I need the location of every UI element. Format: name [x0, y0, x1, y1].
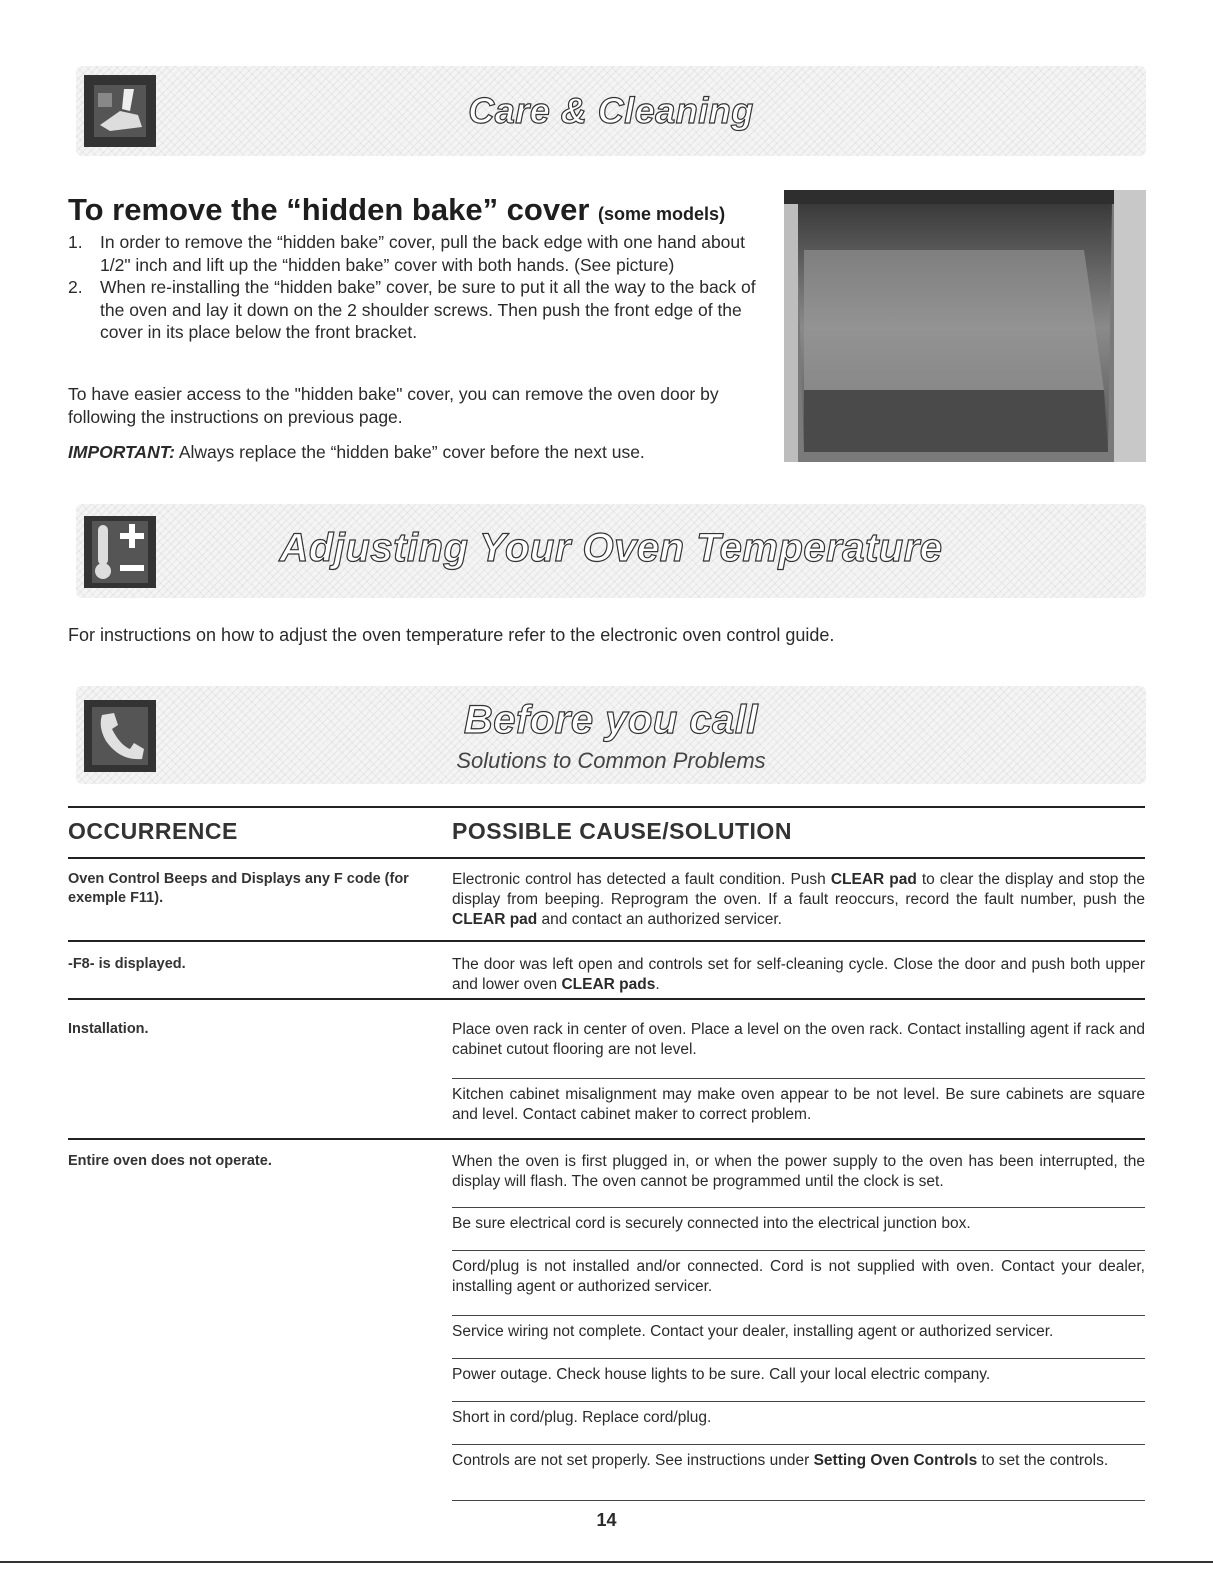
- before-you-call-banner: [76, 686, 1146, 784]
- cause-setting-controls: [452, 1451, 1145, 1471]
- sub-rule: [452, 1358, 1145, 1359]
- step-text: When re-installing the “hidden bake” cover, be sure to put it all the way to the back of the oven and lay it down on the 2 shoulder screws. Then push the front edge of the cover in its place below the front bracket.: [100, 277, 756, 342]
- hidden-bake-heading-text: To remove the “hidden bake” cover: [68, 192, 590, 227]
- important-text: Always replace the “hidden bake” cover before the next use.: [174, 442, 645, 462]
- clear-pads-label: CLEAR pads: [561, 976, 656, 993]
- cause-item: Place oven rack in center of oven. Place a level on the oven rack. Contact installing agent if rack and cabinet cutout flooring are not level.: [452, 1021, 1145, 1058]
- sub-rule: [452, 1078, 1145, 1079]
- before-you-call-title: Before you call: [463, 698, 759, 742]
- cause-f8: [452, 955, 1145, 995]
- cause-item: When the oven is first plugged in, or when the power supply to the oven has been interrupted, the display will flash. The oven cannot be programmed until the clock is set.: [452, 1153, 1145, 1190]
- before-you-call-subtitle: Solutions to Common Problems: [456, 748, 766, 773]
- sub-rule: [452, 1207, 1145, 1208]
- cause-f-code: [452, 870, 1145, 930]
- care-cleaning-banner: [76, 66, 1146, 156]
- page-bottom-rule: [0, 1561, 1213, 1563]
- occurrence-f-code: Oven Control Beeps and Displays any F code (for exemple F11).: [68, 871, 409, 906]
- sub-rule: [452, 1444, 1145, 1445]
- occurrence-oven-not-operate: Entire oven does not operate.: [68, 1153, 272, 1169]
- table-top-rule: [68, 806, 1145, 808]
- hidden-bake-steps: [68, 231, 768, 344]
- step-number: 2.: [68, 277, 83, 297]
- occurrence-f8: -F8- is displayed.: [68, 956, 186, 972]
- setting-oven-controls-label: Setting Oven Controls: [813, 1452, 978, 1469]
- sub-rule: [452, 1500, 1145, 1501]
- list-item: [68, 276, 768, 344]
- cause-item: Power outage. Check house lights to be sure. Call your local electric company.: [452, 1366, 991, 1383]
- cause-item: Service wiring not complete. Contact your dealer, installing agent or authorized servicer.: [452, 1323, 1054, 1340]
- cause-item: Cord/plug is not installed and/or connected. Cord is not supplied with oven. Contact your dealer, installing agent or authorized servicer.: [452, 1258, 1145, 1295]
- cause-text: to set the controls.: [977, 1452, 1109, 1469]
- cause-item: Kitchen cabinet misalignment may make oven appear to be not level. Be sure cabinets are square and level. Contact cabinet maker to correct problem.: [452, 1086, 1145, 1123]
- hidden-bake-heading-note: (some models): [598, 204, 726, 224]
- care-cleaning-title: Care & Cleaning: [468, 90, 754, 131]
- header-rule: [68, 857, 1145, 859]
- sub-rule: [452, 1315, 1145, 1316]
- page-number: 14: [596, 1510, 617, 1530]
- cause-text: and contact an authorized servicer.: [537, 911, 782, 928]
- clear-pad-label: CLEAR pad: [830, 871, 917, 888]
- cause-text: Electronic control has detected a fault condition. Push: [452, 871, 831, 888]
- sub-rule: [452, 1401, 1145, 1402]
- clear-pad-label: CLEAR pad: [452, 911, 538, 928]
- cause-item: Short in cord/plug. Replace cord/plug.: [452, 1409, 712, 1426]
- hidden-bake-heading: [68, 192, 725, 228]
- row-rule: [68, 998, 1145, 1000]
- step-number: 1.: [68, 232, 83, 252]
- oven-interior-photo: [784, 190, 1146, 462]
- cause-text: to clear the display and stop the display from beeping. Reprogram the oven. If a fault reoccurs, record the fault number, push the: [452, 871, 1145, 908]
- list-item: [68, 231, 768, 276]
- cause-text: .: [655, 976, 660, 993]
- oven-temperature-banner: [76, 504, 1146, 598]
- step-text: In order to remove the “hidden bake” cover, pull the back edge with one hand about 1/2" inch and lift up the “hidden bake” cover with both hands. (See picture): [100, 232, 746, 275]
- cause-text: The door was left open and controls set for self-cleaning cycle. Close the door and push both upper and lower oven: [452, 956, 1145, 993]
- occurrence-installation: Installation.: [68, 1021, 149, 1037]
- oven-temperature-title: Adjusting Your Oven Temperature: [279, 526, 943, 570]
- cause-column-header: POSSIBLE CAUSE/SOLUTION: [452, 818, 792, 844]
- important-label: IMPORTANT:: [68, 442, 175, 462]
- access-note: To have easier access to the "hidden bake" cover, you can remove the oven door by following the instructions on previous page.: [68, 384, 719, 427]
- important-note: [68, 441, 768, 464]
- cause-item: Be sure electrical cord is securely connected into the electrical junction box.: [452, 1215, 971, 1232]
- row-rule: [68, 940, 1145, 942]
- sub-rule: [452, 1250, 1145, 1251]
- row-rule: [68, 1138, 1145, 1140]
- cause-text: Controls are not set properly. See instructions under: [452, 1452, 814, 1469]
- temperature-instructions: For instructions on how to adjust the oven temperature refer to the electronic oven control guide.: [68, 625, 835, 645]
- occurrence-column-header: OCCURRENCE: [68, 818, 238, 844]
